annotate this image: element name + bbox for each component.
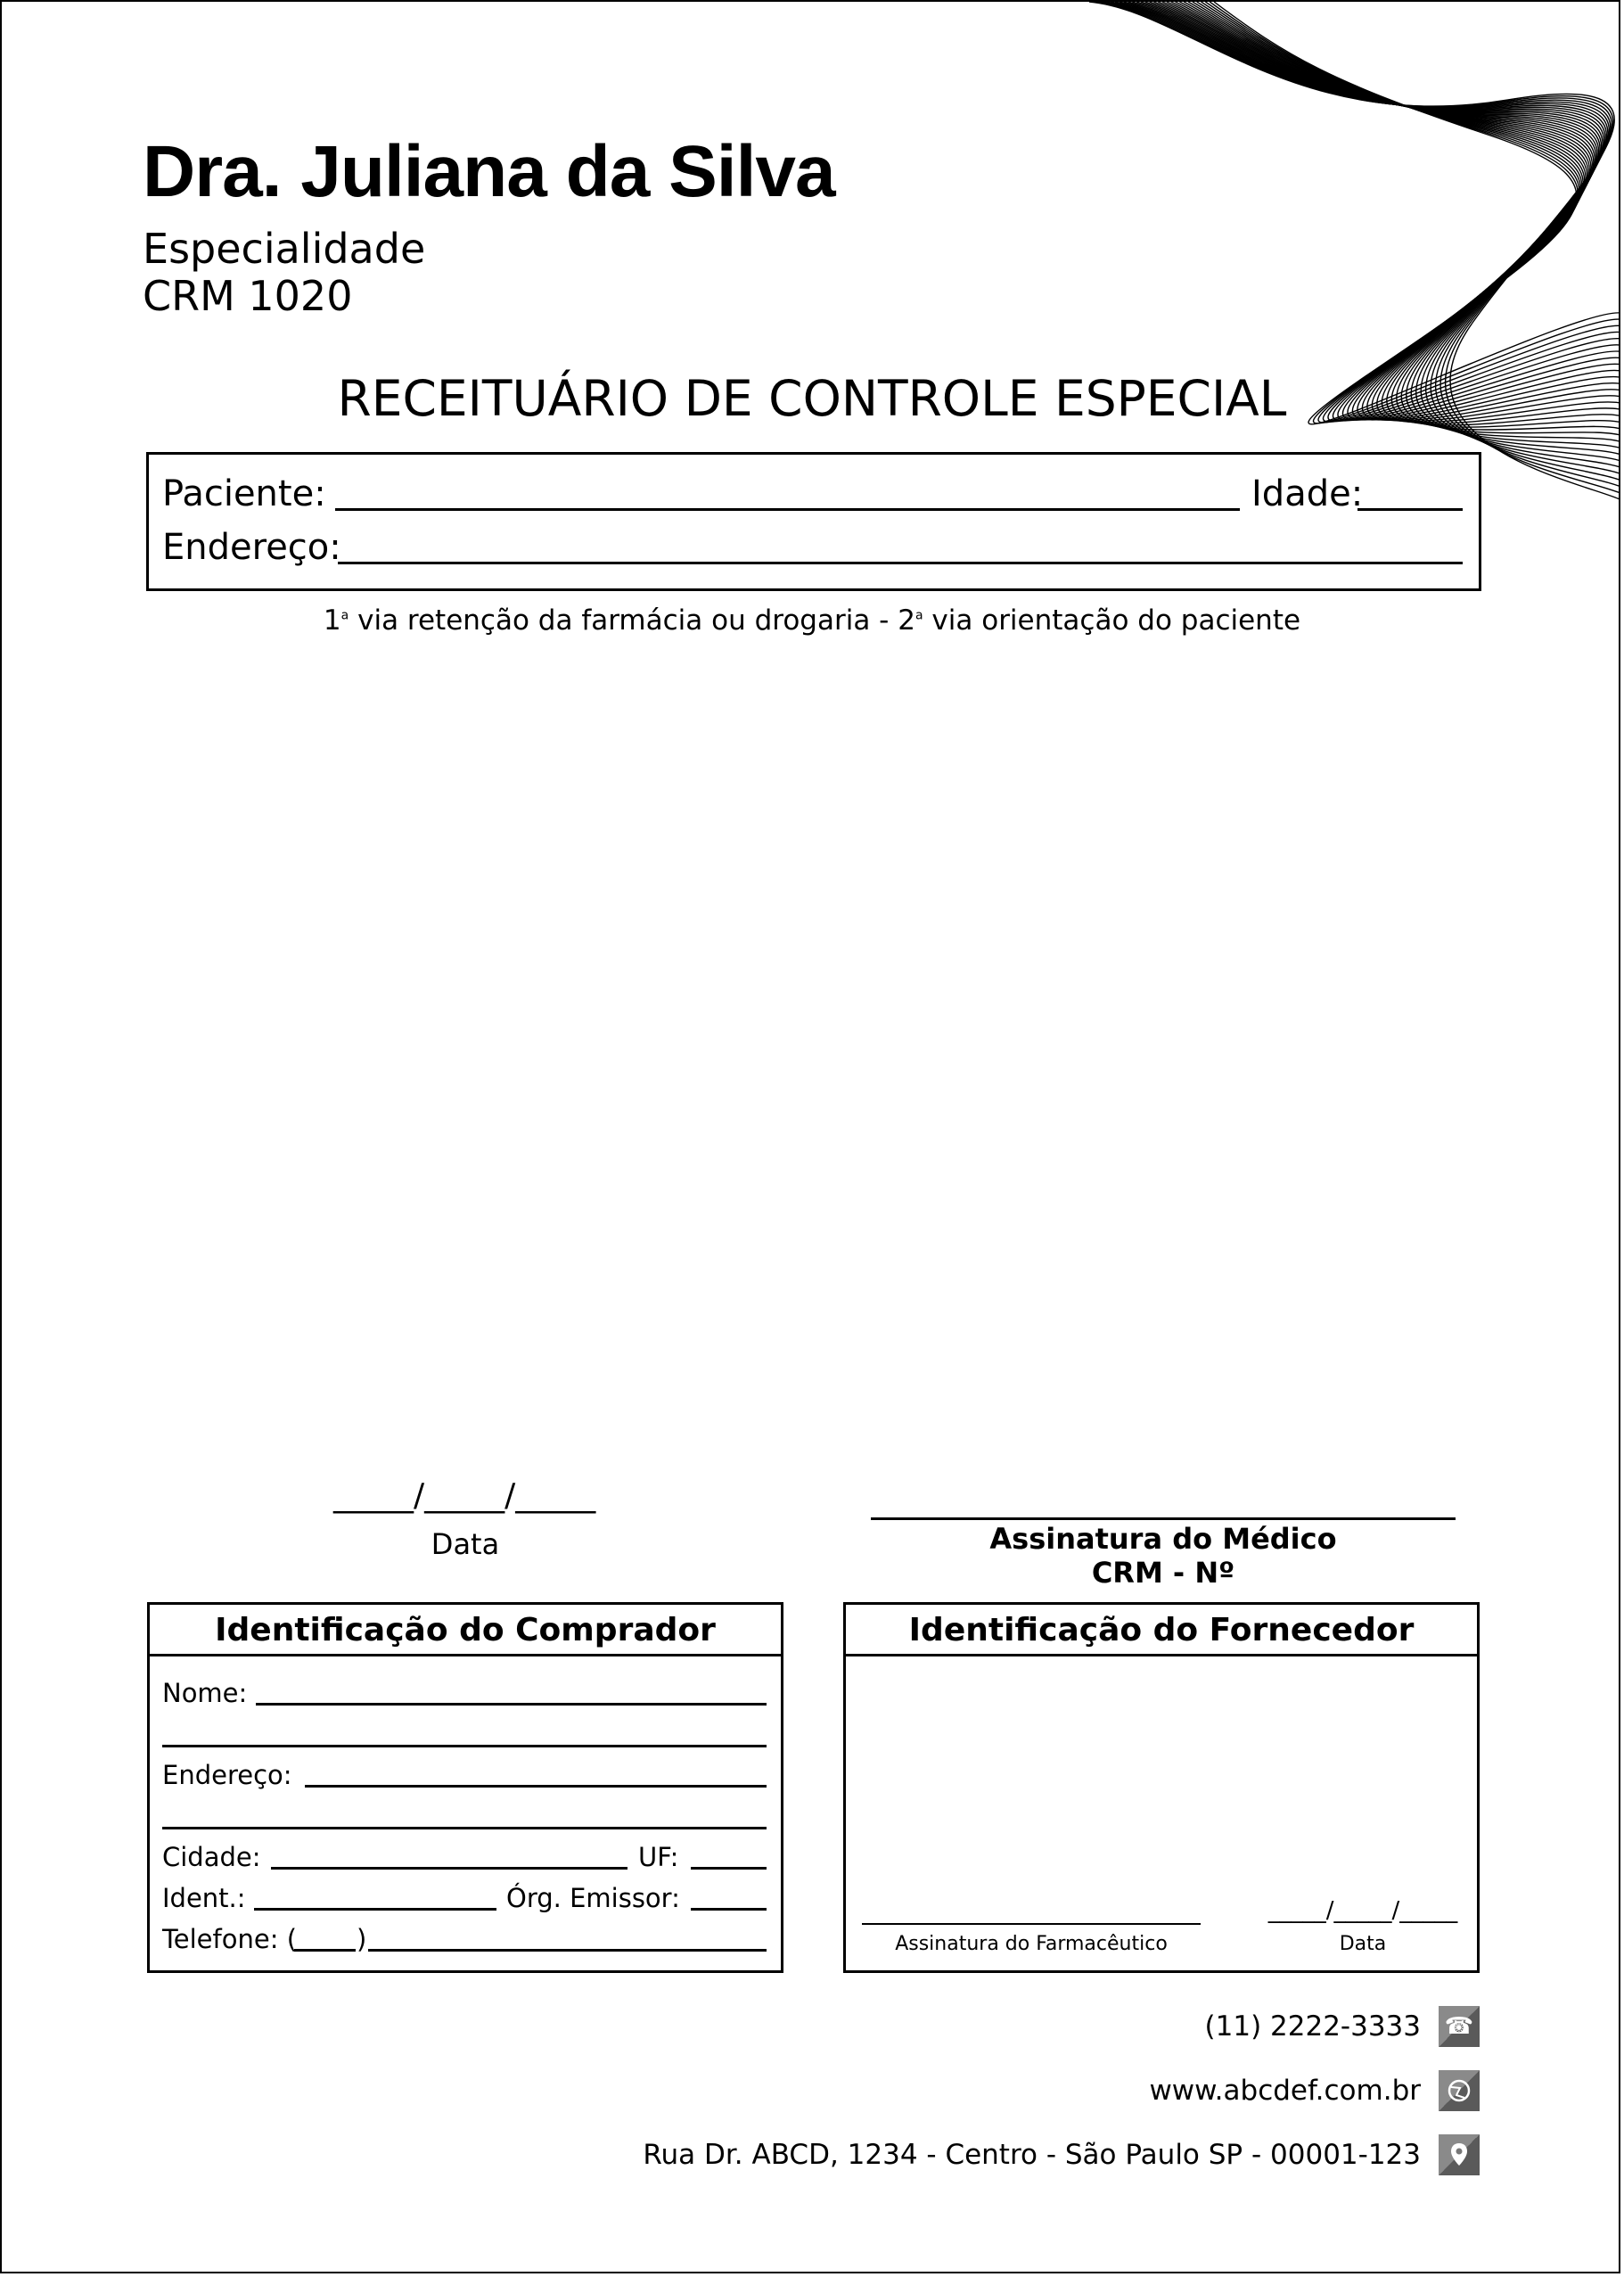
patient-name-field[interactable]: [335, 508, 1240, 511]
doctor-signature-label: [871, 1522, 1456, 1591]
via-note: [2, 604, 1620, 637]
wave-line: [1162, 2, 1620, 421]
doctor-specialty: Especialidade: [143, 225, 426, 273]
buyer-ident-field[interactable]: [254, 1908, 496, 1911]
phone-icon: ☎: [1439, 2006, 1480, 2047]
contact-website[interactable]: www.abcdef.com.br: [1149, 2075, 1421, 2107]
wave-line: [1141, 2, 1620, 427]
buyer-address-field-continued[interactable]: [162, 1827, 767, 1829]
patient-age-field[interactable]: [1357, 508, 1463, 511]
patient-address-field[interactable]: [338, 562, 1463, 564]
doctor-crm: CRM 1020: [143, 272, 353, 320]
signature-crm-label: CRM - Nº: [1091, 1556, 1235, 1591]
via-first-ordinal: a: [340, 608, 349, 623]
contact-address: Rua Dr. ABCD, 1234 - Centro - São Paulo SP - 00001-123: [643, 2139, 1421, 2171]
buyer-uf-field[interactable]: [691, 1867, 767, 1870]
wave-line: [1145, 2, 1620, 425]
buyer-uf-label: UF:: [638, 1842, 679, 1872]
buyer-city-label: Cidade:: [162, 1842, 261, 1872]
buyer-name-field[interactable]: [256, 1703, 767, 1706]
via-first-number: 1: [323, 604, 341, 637]
supplier-date-label: Data: [1339, 1933, 1387, 1955]
form-title: RECEITUÁRIO DE CONTROLE ESPECIAL: [337, 370, 1287, 427]
patient-label: Paciente:: [162, 473, 326, 514]
buyer-phone-close-paren: ): [357, 1924, 367, 1954]
address-label: Endereço:: [162, 527, 341, 568]
wave-line: [1158, 2, 1620, 422]
buyer-address-field[interactable]: [305, 1785, 767, 1788]
buyer-name-label: Nome:: [162, 1678, 248, 1708]
prescription-date-field[interactable]: _____/_____/_____: [333, 1477, 596, 1514]
buyer-city-field[interactable]: [271, 1867, 627, 1870]
buyer-issuer-label: Órg. Emissor:: [506, 1883, 680, 1913]
location-pin-icon: [1439, 2134, 1480, 2175]
supplier-date-field[interactable]: _____/_____/_____: [1267, 1897, 1458, 1924]
buyer-phone-area-field[interactable]: [294, 1949, 356, 1952]
patient-info-box: [146, 452, 1481, 591]
buyer-box-title: Identificação do Comprador: [150, 1605, 781, 1656]
via-second-text: via orientação do paciente: [923, 604, 1301, 637]
globe-icon: [1439, 2070, 1480, 2111]
doctor-signature-line[interactable]: [871, 1517, 1456, 1520]
contact-phone: (11) 2222-3333: [1204, 2010, 1421, 2043]
buyer-phone-field[interactable]: [368, 1949, 767, 1952]
via-first-text: via retenção da farmácia ou drogaria -: [349, 604, 898, 637]
buyer-issuer-field[interactable]: [691, 1908, 767, 1911]
pharmacist-signature-label: Assinatura do Farmacêutico: [895, 1933, 1168, 1955]
supplier-identification-box: [843, 1602, 1480, 1973]
via-second-ordinal: a: [915, 608, 923, 623]
age-label: Idade:: [1251, 473, 1364, 514]
decorative-wave-lines: [1062, 2, 1620, 519]
buyer-ident-label: Ident.:: [162, 1883, 246, 1913]
doctor-name: Dra. Juliana da Silva: [143, 131, 835, 212]
prescription-date-label: Data: [431, 1527, 500, 1561]
buyer-name-field-continued[interactable]: [162, 1745, 767, 1747]
buyer-phone-label: Telefone: (: [162, 1924, 298, 1954]
pharmacist-signature-line[interactable]: [862, 1923, 1201, 1925]
buyer-identification-box: [147, 1602, 783, 1973]
wave-line: [1153, 2, 1620, 423]
globe-glyph: [1439, 2070, 1480, 2111]
location-pin-glyph: [1439, 2134, 1480, 2175]
buyer-address-label: Endereço:: [162, 1760, 292, 1790]
via-second-number: 2: [898, 604, 915, 637]
supplier-box-title: Identificação do Fornecedor: [846, 1605, 1477, 1656]
signature-label-text: Assinatura do Médico: [989, 1522, 1337, 1556]
